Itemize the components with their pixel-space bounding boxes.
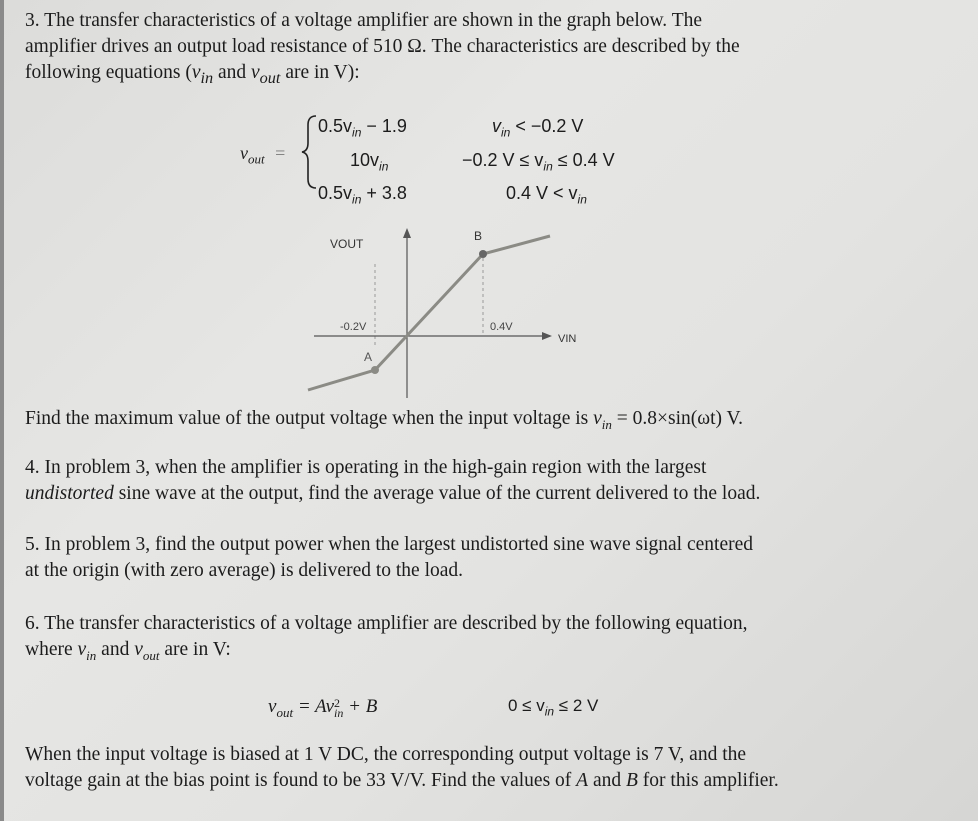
q6-condition: $0 \le v_{in} \le 2$ V — [508, 696, 599, 719]
q3-and: and — [213, 62, 252, 83]
x-axis-arrow — [542, 332, 552, 340]
q3-line1: The transfer characteristics of a voltage amplifier are shown in the graph below. The — [44, 10, 703, 31]
pw-expr-2: $10v_{in}$ — [350, 149, 389, 174]
pw-expr-3: $0.5v_{in} + 3.8$ — [318, 183, 407, 207]
q6-line1: 6. The transfer characteristics of a voltage amplifier are described by the following equation, — [25, 613, 748, 634]
q5-line1: 5. In problem 3, find the output power when the largest undistorted sine wave signal centered — [25, 534, 753, 555]
point-a-marker — [371, 366, 379, 374]
pos-tick-label: 0.4V — [490, 321, 513, 333]
point-b-label: B — [474, 229, 483, 243]
q3-line3-post: are in V): — [280, 62, 360, 83]
q3-find: Find the maximum value of the output voltage when the input voltage is $v_{in} = 0.8\times\sin(\omega t)$ V. — [25, 408, 743, 432]
pw-cond-2: −0.2 $V \le v_{in} \le 0.4$ V — [462, 149, 615, 174]
pw-lhs: v — [240, 143, 248, 163]
point-b-marker — [479, 250, 487, 258]
q4-line1: 4. In problem 3, when the amplifier is operating in the high-gain region with the largest — [25, 457, 707, 478]
q3-number: 3. — [25, 10, 40, 31]
q6-intro: 6. The transfer characteristics of a voltage amplifier are described by the following equation, where $v_{in}$ and $v_{out}$ are in V: — [25, 613, 748, 663]
q3-line3-pre: following equations ( — [25, 62, 192, 83]
q4-line2: sine wave at the output, find the average value of the current delivered to the load. — [113, 483, 761, 504]
q3-line2: amplifier drives an output load resistance of 510 Ω. The characteristics are described by the — [25, 36, 740, 57]
transfer-graph — [300, 218, 620, 408]
piecewise-conditions — [462, 113, 615, 214]
left-border — [0, 0, 4, 821]
q6-text: When the input voltage is biased at 1 V DC, the corresponding output voltage is 7 V, and the voltage gain at the bias point is found to be 33 V/V. Find the values of A and B for this amplifier. — [25, 744, 779, 791]
vout-symbol: v — [251, 62, 260, 83]
neg-tick-label: -0.2V — [340, 321, 367, 333]
q4-undistorted: undistorted — [25, 483, 114, 504]
q6-equation: $v_{out} = Av2$ in + B — [268, 695, 378, 720]
vin-subscript: in — [200, 68, 214, 87]
q5-text — [25, 532, 885, 584]
q5-line2: at the origin (with zero average) is delivered to the load. — [25, 560, 464, 581]
pw-equals: = — [275, 143, 286, 163]
y-axis-arrow — [403, 228, 411, 238]
q4-text — [25, 455, 885, 507]
vout-axis-label: VOUT — [330, 237, 364, 251]
vin-symbol: v — [191, 62, 201, 83]
q3-intro — [25, 8, 885, 91]
piecewise-expressions — [318, 113, 407, 214]
q6-line3: When the input voltage is biased at 1 V DC, the corresponding output voltage is 7 V, and the — [25, 744, 747, 765]
piecewise-lhs — [240, 143, 285, 168]
point-a-label: A — [364, 350, 373, 364]
piecewise-brace — [298, 113, 320, 191]
transfer-curve — [308, 236, 550, 390]
vin-axis-label: VIN — [558, 333, 577, 345]
pw-lhs-sub: out — [248, 151, 265, 167]
pw-cond-1: $v_{in} < -0.2$ V — [492, 116, 584, 140]
vout-subscript: out — [259, 68, 281, 87]
pw-expr-1: $0.5v_{in} - 1.9$ — [318, 116, 407, 140]
pw-cond-3: 0.4 $V < v_{in}$ — [506, 183, 587, 207]
